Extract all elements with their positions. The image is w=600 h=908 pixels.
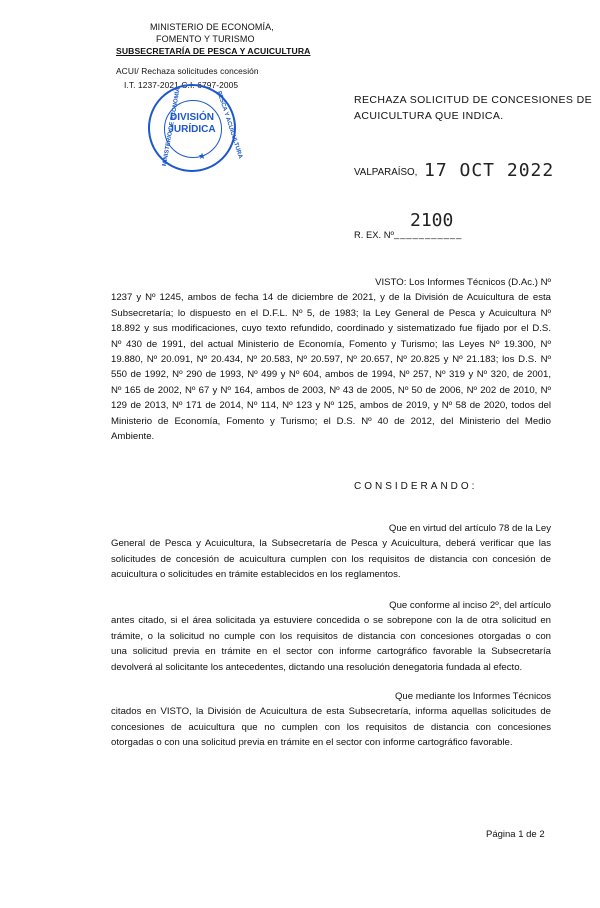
page-number: Página 1 de 2 bbox=[486, 829, 545, 840]
visto-line: 550 de 1992, Nº 290 de 1993, Nº 499 y Nº 604, ambos de 1994, Nº 257, Nº 319 y Nº 320, de 2001, bbox=[111, 369, 551, 381]
visto-line: 19.880, Nº 20.091, Nº 20.434, Nº 20.583, Nº 20.597, Nº 20.657, Nº 20.825 y Nº 21.183; los D.S. Nº bbox=[111, 354, 551, 366]
visto-line: Subsecretaría; lo dispuesto en el D.F.L. Nº 5, de 1983; la Ley General de Pesca y Acuicultura Nº bbox=[111, 307, 551, 319]
star-icon: ★ bbox=[198, 151, 207, 161]
considerando-line: antes citado, si el área solicitada ya estuviere concedida o se sobrepone con la de otra solicitud en bbox=[111, 615, 551, 627]
stamp-line-1: DIVISIÓN bbox=[170, 112, 214, 123]
resolution-number: 2100 bbox=[410, 210, 454, 231]
considerando-line: una solicitud previa en trámite en el sector con informe cartográfico favorable la Subsecretaría bbox=[111, 646, 551, 658]
visto-line: 129 de 2013, Nº 171 de 2014, Nº 114, Nº 123 y Nº 125, ambos de 2019, y Nº 58 de 2020, todos del bbox=[111, 400, 551, 412]
visto-line: Ambiente. bbox=[111, 431, 155, 443]
considerando-line: General de Pesca y Acuicultura, la Subsecretaría de Pesca y Acuicultura, deberá verificar que las bbox=[111, 538, 551, 550]
stamp-ring-text-right: PESCA Y ACUICULTURA bbox=[215, 90, 244, 160]
document-title bbox=[354, 92, 592, 124]
considerando-line: otorgadas o con una solicitud previa en trámite en el sector con informe cartográfico favorable. bbox=[111, 737, 513, 749]
visto-line: Nº 165 de 2002, Nº 67 y Nº 164, ambos de 2003, Nº 43 de 2005, Nº 50 de 2006, Nº 202 de 2010, Nº bbox=[111, 384, 551, 396]
considerando-paragraph-3 bbox=[111, 689, 551, 751]
date-stamp: 17 OCT 2022 bbox=[424, 160, 555, 181]
place-city: VALPARAÍSO, bbox=[354, 167, 418, 178]
visto-paragraph bbox=[111, 275, 551, 444]
title-line-2: ACUICULTURA QUE INDICA. bbox=[354, 110, 504, 122]
visto-line: Nº 430 de 1991, del actual Ministerio de Economía, Fomento y Turismo; las Leyes Nº 19.300, Nº bbox=[111, 338, 551, 350]
considerando-heading: CONSIDERANDO: bbox=[354, 481, 478, 492]
considerando-line: devolverá al solicitante los antecedentes, dictando una resolución denegatoria fundada al efecto. bbox=[111, 661, 523, 673]
title-line-1: RECHAZA SOLICITUD DE CONCESIONES DE bbox=[354, 94, 593, 106]
stamp-line-2: JURÍDICA bbox=[168, 124, 216, 135]
ministry-line-1: MINISTERIO DE ECONOMÍA, bbox=[150, 22, 274, 32]
visto-line: Ministerio de Economía, Fomento y Turismo; el D.S. Nº 40 de 2012, del Ministerio del Medio bbox=[111, 415, 551, 427]
reference-line-1: ACUI/ Rechaza solicitudes concesión bbox=[116, 66, 259, 76]
stamp-ring-text-left: MINISTERIO DE ECONOMÍA bbox=[161, 87, 182, 167]
visto-line: 18.892 y sus modificaciones, cuyo texto refundido, coordinado y sistematizado fue fijado por el D.S. bbox=[111, 323, 551, 335]
considerando-line: concesiones de acuicultura que no cumplen con los requisitos de distancia con concesiones bbox=[111, 721, 551, 733]
visto-line: VISTO: Los Informes Técnicos (D.Ac.) Nº bbox=[375, 277, 551, 288]
considerando-paragraph-1 bbox=[111, 521, 551, 583]
considerando-paragraph-2 bbox=[111, 598, 551, 675]
visto-line: 1237 y Nº 1245, ambos de fecha 14 de diciembre de 2021, y de la División de Acuicultura de esta bbox=[111, 292, 551, 304]
considerando-line: trámite, o la solicitud no cumple con los requisitos de distancia con concesiones otorgadas o con bbox=[111, 630, 551, 642]
reference-line-2: I.T. 1237-2021 C.I. 6797-2005 bbox=[124, 80, 239, 90]
resolution-label: R. EX. Nº bbox=[354, 229, 394, 240]
considerando-line: Que conforme al inciso 2º, del artículo bbox=[389, 600, 551, 611]
considerando-line: Que mediante los Informes Técnicos bbox=[394, 691, 551, 702]
ministry-line-2: FOMENTO Y TURISMO bbox=[156, 34, 255, 44]
division-juridica-stamp bbox=[148, 84, 244, 172]
considerando-line: citados en VISTO, la División de Acuicultura de esta Subsecretaría, informa aquellas solicitudes de bbox=[111, 706, 551, 718]
considerando-line: Que en virtud del artículo 78 de la Ley bbox=[388, 523, 551, 534]
considerando-line: solicitudes de concesión de acuicultura cumplen con los requisitos de distancia con concesión de bbox=[111, 553, 551, 565]
resolution-blank: ___________ bbox=[394, 228, 463, 239]
considerando-line: acuicultura o solicitudes en trámite establecidos en los reglamentos. bbox=[111, 569, 401, 581]
subsecretaria-name: SUBSECRETARÍA DE PESCA Y ACUICULTURA bbox=[116, 46, 311, 56]
